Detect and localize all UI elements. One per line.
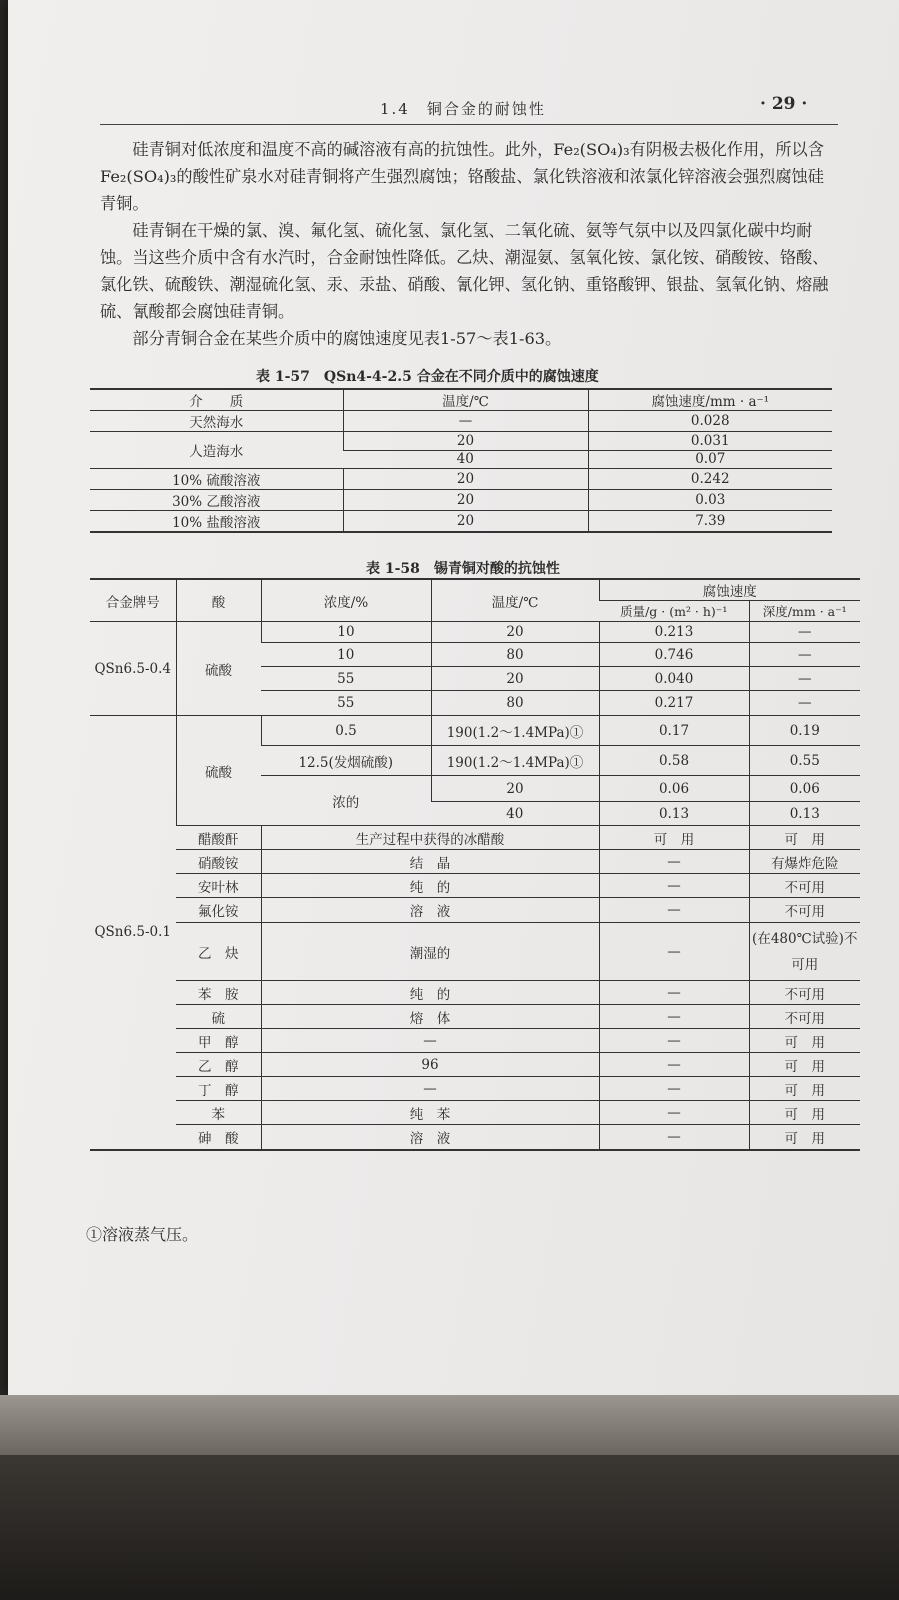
- depth-cell: 不可用: [749, 898, 860, 923]
- conc-cell: 10: [261, 643, 431, 667]
- acid-cell: 安叶林: [176, 874, 261, 898]
- depth-cell: 有爆炸危险: [749, 850, 860, 874]
- table-header-row: [90, 389, 832, 411]
- acid-cell: 甲 醇: [176, 1029, 261, 1053]
- table-row: [90, 850, 860, 874]
- acid-cell: 丁 醇: [176, 1077, 261, 1101]
- column-header-conc: 浓度/%: [261, 579, 431, 622]
- mass-cell: —: [599, 1053, 749, 1077]
- table-row: [90, 1005, 860, 1029]
- condition-cell: 生产过程中获得的冰醋酸: [261, 826, 599, 850]
- column-header: 腐蚀速度/mm · a⁻¹: [588, 389, 832, 411]
- medium-cell: 人造海水: [90, 432, 343, 469]
- depth-cell: (在480℃试验)不可用: [749, 923, 860, 981]
- mass-cell: 0.17: [599, 716, 749, 746]
- column-header-depth: 深度/mm · a⁻¹: [749, 601, 860, 622]
- table-row: [90, 1029, 860, 1053]
- temp-cell: 80: [431, 691, 599, 716]
- conc-cell: 浓的: [261, 776, 431, 826]
- alloy-cell: QSn6.5-0.1: [90, 716, 176, 1150]
- mass-cell: 可 用: [599, 826, 749, 850]
- condition-cell: 溶 液: [261, 898, 599, 923]
- mass-cell: 0.217: [599, 691, 749, 716]
- depth-cell: 可 用: [749, 826, 860, 850]
- acid-cell: 硝酸铵: [176, 850, 261, 874]
- conc-cell: 55: [261, 667, 431, 691]
- condition-cell: 纯 的: [261, 981, 599, 1005]
- mass-cell: —: [599, 1005, 749, 1029]
- depth-cell: 不可用: [749, 1005, 860, 1029]
- column-header-mass: 质量/g · (m² · h)⁻¹: [599, 601, 749, 622]
- mass-cell: —: [599, 850, 749, 874]
- condition-cell: —: [261, 1029, 599, 1053]
- table-row: [90, 411, 832, 432]
- temp-cell: 20: [343, 469, 588, 490]
- mass-cell: —: [599, 1029, 749, 1053]
- mass-cell: 0.746: [599, 643, 749, 667]
- acid-cell: 乙 醇: [176, 1053, 261, 1077]
- temp-cell: 20: [431, 667, 599, 691]
- acid-cell: 硫: [176, 1005, 261, 1029]
- rate-cell: 0.07: [588, 450, 832, 469]
- mass-cell: 0.06: [599, 776, 749, 802]
- medium-cell: 10% 硫酸溶液: [90, 469, 343, 490]
- conc-cell: 55: [261, 691, 431, 716]
- mass-cell: —: [599, 874, 749, 898]
- column-header-acid: 酸: [176, 579, 261, 622]
- table-row: [90, 1125, 860, 1150]
- column-header-rate: 腐蚀速度: [599, 579, 860, 601]
- temp-cell: 20: [431, 622, 599, 643]
- book-page: [8, 0, 899, 1395]
- column-header: 介 质: [90, 389, 343, 411]
- table-1-58-caption: 表 1-58 锡青铜对酸的抗蚀性: [366, 561, 560, 577]
- depth-cell: 可 用: [749, 1101, 860, 1125]
- depth-cell: 可 用: [749, 1125, 860, 1150]
- mass-cell: 0.58: [599, 746, 749, 776]
- depth-cell: 可 用: [749, 1029, 860, 1053]
- table-1-58: [90, 578, 860, 1151]
- acid-cell: 苯: [176, 1101, 261, 1125]
- mass-cell: 0.13: [599, 802, 749, 826]
- condition-cell: 结 晶: [261, 850, 599, 874]
- acid-cell: 硫酸: [176, 622, 261, 716]
- mass-cell: —: [599, 923, 749, 981]
- page-below: [0, 1395, 899, 1455]
- mass-cell: —: [599, 898, 749, 923]
- mass-cell: —: [599, 1101, 749, 1125]
- condition-cell: —: [261, 1077, 599, 1101]
- depth-cell: 不可用: [749, 981, 860, 1005]
- temp-cell: 20: [343, 432, 588, 451]
- mass-cell: 0.040: [599, 667, 749, 691]
- depth-cell: —: [749, 691, 860, 716]
- acid-cell: 砷 酸: [176, 1125, 261, 1150]
- table-row: [90, 469, 832, 490]
- table-row: [90, 716, 860, 746]
- condition-cell: 纯 苯: [261, 1101, 599, 1125]
- table-row: [90, 511, 832, 533]
- alloy-cell: QSn6.5-0.4: [90, 622, 176, 716]
- medium-cell: 天然海水: [90, 411, 343, 432]
- conc-cell: 12.5(发烟硫酸): [261, 746, 431, 776]
- table-1-57-caption: 表 1-57 QSn4-4-2.5 合金在不同介质中的腐蚀速度: [256, 369, 599, 385]
- temp-cell: 190(1.2～1.4MPa)①: [431, 746, 599, 776]
- table-header-row: [90, 579, 860, 601]
- condition-cell: 潮湿的: [261, 923, 599, 981]
- table-row: [90, 490, 832, 511]
- page-number: · 29 ·: [760, 94, 808, 114]
- column-header-temp: 温度/℃: [431, 579, 599, 622]
- desk-surface: [0, 1455, 899, 1600]
- acid-cell: 醋酸酐: [176, 826, 261, 850]
- acid-cell: 氟化铵: [176, 898, 261, 923]
- mass-cell: —: [599, 981, 749, 1005]
- depth-cell: 可 用: [749, 1077, 860, 1101]
- table-row: [90, 1101, 860, 1125]
- depth-cell: 0.13: [749, 802, 860, 826]
- paragraph: 硅青铜在干燥的氯、溴、氟化氢、硫化氢、氯化氢、二氧化硫、氨等气氛中以及四氯化碳中均耐蚀。当这些介质中含有水汽时，合金耐蚀性降低。乙炔、潮湿氨、氢氧化铵、氯化铵、硝酸铵、铬酸、氯化铁、硫酸铁、潮湿硫化氢、汞、汞盐、硝酸、氰化钾、氢化钠、重铬酸钾、银盐、氢氧化钠、熔融硫、氰酸都会腐蚀硅青铜。: [100, 221, 829, 321]
- table-row: [90, 923, 860, 981]
- condition-cell: 熔 体: [261, 1005, 599, 1029]
- temp-cell: 40: [343, 450, 588, 469]
- rate-cell: 0.028: [588, 411, 832, 432]
- mass-cell: 0.213: [599, 622, 749, 643]
- table-row: [90, 622, 860, 643]
- medium-cell: 10% 盐酸溶液: [90, 511, 343, 533]
- running-header-title: 1.4 铜合金的耐蚀性: [380, 100, 546, 118]
- depth-cell: 0.55: [749, 746, 860, 776]
- table-row: [90, 874, 860, 898]
- table-row: [90, 898, 860, 923]
- depth-cell: 0.19: [749, 716, 860, 746]
- table-row: [90, 1053, 860, 1077]
- temp-cell: 80: [431, 643, 599, 667]
- depth-cell: —: [749, 622, 860, 643]
- acid-cell: 硫酸: [176, 716, 261, 826]
- temp-cell: —: [343, 411, 588, 432]
- table-row: [90, 826, 860, 850]
- conc-cell: 10: [261, 622, 431, 643]
- table-row: [90, 1077, 860, 1101]
- acid-cell: 苯 胺: [176, 981, 261, 1005]
- depth-cell: —: [749, 667, 860, 691]
- table-1-57: [90, 388, 832, 533]
- footnote: ①溶液蒸气压。: [86, 1225, 199, 1244]
- rate-cell: 7.39: [588, 511, 832, 533]
- paragraph: 硅青铜对低浓度和温度不高的碱溶液有高的抗蚀性。此外，Fe₂(SO₄)₃有阴极去极化作用，所以含Fe₂(SO₄)₃的酸性矿泉水对硅青铜将产生强烈腐蚀；铬酸盐、氯化铁溶液和浓氯化锌溶液会强烈腐蚀硅青铜。: [100, 140, 824, 213]
- temp-cell: 190(1.2～1.4MPa)①: [431, 716, 599, 746]
- condition-cell: 溶 液: [261, 1125, 599, 1150]
- temp-cell: 20: [431, 776, 599, 802]
- column-header-alloy: 合金牌号: [90, 579, 176, 622]
- depth-cell: 0.06: [749, 776, 860, 802]
- table-row: [90, 981, 860, 1005]
- depth-cell: 可 用: [749, 1053, 860, 1077]
- temp-cell: 20: [343, 511, 588, 533]
- paragraph: 部分青铜合金在某些介质中的腐蚀速度见表1-57～表1-63。: [132, 329, 562, 348]
- rate-cell: 0.031: [588, 432, 832, 451]
- conc-cell: 0.5: [261, 716, 431, 746]
- rate-cell: 0.03: [588, 490, 832, 511]
- header-rule: [100, 124, 838, 125]
- mass-cell: —: [599, 1125, 749, 1150]
- depth-cell: —: [749, 643, 860, 667]
- column-header: 温度/℃: [343, 389, 588, 411]
- acid-cell: 乙 炔: [176, 923, 261, 981]
- temp-cell: 20: [343, 490, 588, 511]
- table-row: [90, 432, 832, 451]
- condition-cell: 纯 的: [261, 874, 599, 898]
- condition-cell: 96: [261, 1053, 599, 1077]
- body-text: [100, 136, 840, 352]
- depth-cell: 不可用: [749, 874, 860, 898]
- temp-cell: 40: [431, 802, 599, 826]
- medium-cell: 30% 乙酸溶液: [90, 490, 343, 511]
- mass-cell: —: [599, 1077, 749, 1101]
- rate-cell: 0.242: [588, 469, 832, 490]
